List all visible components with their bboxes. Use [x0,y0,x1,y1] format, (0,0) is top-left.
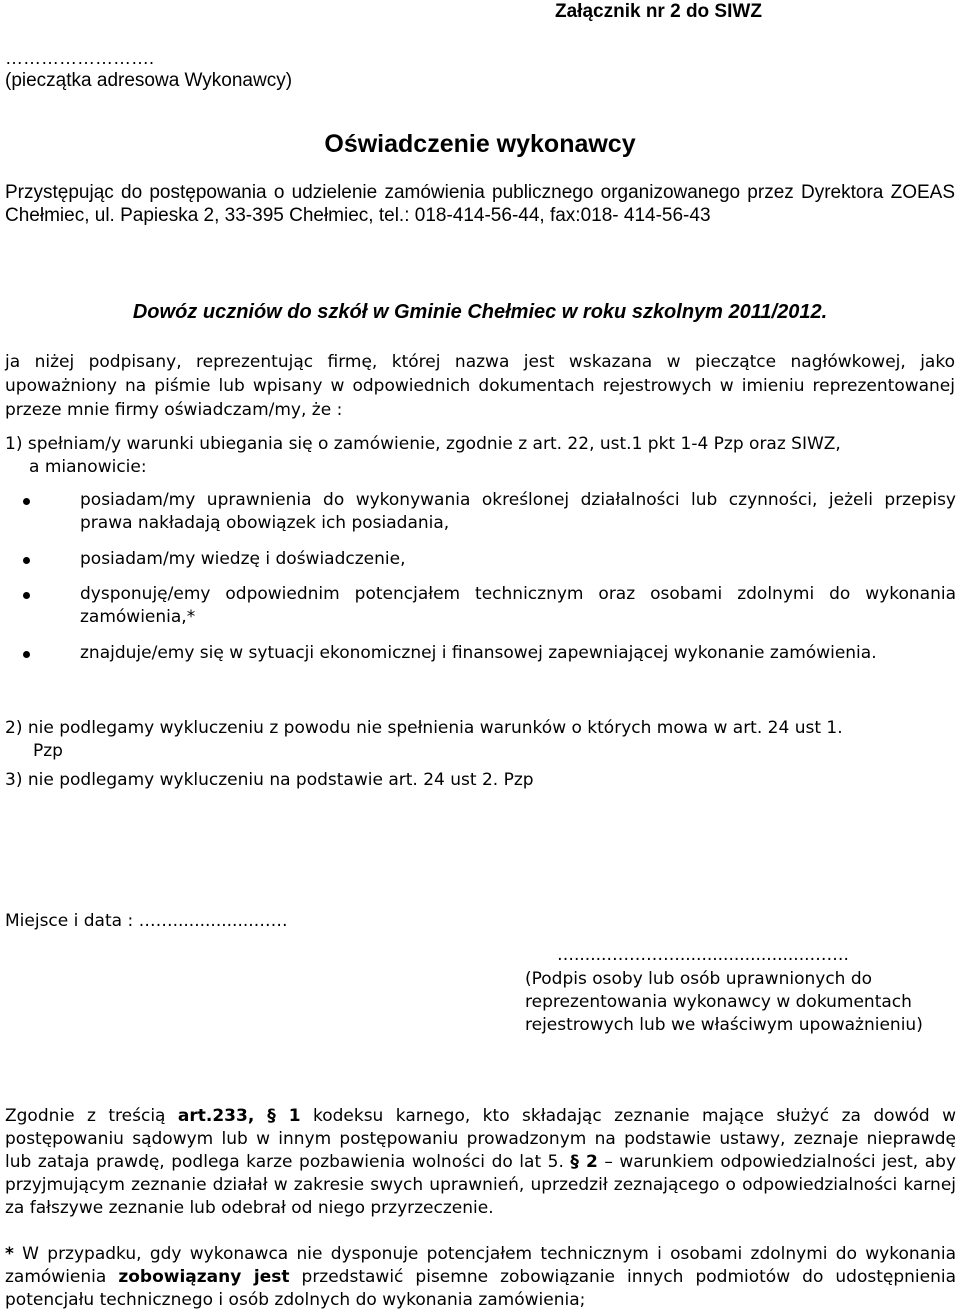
condition-2 [5,717,955,763]
footnote-part2: przedstawić pisemne zobowiązanie innych podmiotów do udostępnienia potencjału technicznego i osób zdolnych do wykonania zamówienia; [5,1267,956,1310]
legal-note-part3: – warunkiem odpowiedzialności jest, aby przyjmującym zeznanie działał w zakresie swych uprawnień, uprzedził zeznającego o odpowiedzialności karnej za fałszywe zeznanie lub odebrał od niego przyrzeczenie. [5,1152,956,1218]
stamp-label: (pieczątka adresowa Wykonawcy) [5,70,293,91]
list-item: znajduje/emy się w sytuacji ekonomicznej i finansowej zapewniającej wykonanie zamówienia. [80,642,956,665]
legal-note-article: art.233, § 1 [177,1106,301,1126]
document-title: Oświadczenie wykonawcy [324,130,636,158]
footnote-part1: W przypadku, gdy wykonawca nie dysponuje potencjałem technicznym i osobami zdolnymi do wykonania zamówienia [5,1244,956,1287]
legal-note-part1: Zgodnie z treścią [5,1106,178,1126]
place-date-field: Miejsce i data : ……...............…… [5,911,288,931]
list-item: posiadam/my wiedzę i doświadczenie, [80,548,956,571]
intro-paragraph: Przystępując do postępowania o udzielenie zamówienia publicznego organizowanego przez Dyrektora ZOEAS Chełmiec, ul. Papieska 2, 33-395 Chełmiec, tel.: 018-414-56-44, fax:018- 414-56-43 [5,182,955,226]
stamp-placeholder-dots: ……………………. [5,48,155,68]
bullet-icon [23,651,30,658]
condition-1-line2: a mianowicie: [29,457,147,477]
condition-3: 3) nie podlegamy wykluczeniu na podstawie art. 24 ust 2. Pzp [5,770,534,790]
declaration-paragraph: ja niżej podpisany, reprezentując firmę, której nazwa jest wskazana w pieczątce nagłówkowej, jako upoważniony na piśmie lub wpisany w odpowiednich dokumentach rejestrowych w imieniu reprezentowanej przeze mnie firmy oświadczam/my, że : [5,352,955,420]
legal-note [5,1105,956,1220]
legal-note-part2: kodeksu karnego, kto składając zeznanie mające służyć za dowód w postępowaniu sądowym lub w innym postępowaniu prowadzonym na podstawie ustawy, zeznaje nieprawdę lub zataja prawdę, podlega karze pozbawienia wolności do lat 5. [5,1106,956,1172]
list-item: dysponuję/emy odpowiednim potencjałem technicznym oraz osobami zdolnymi do wykonania zamówienia,* [80,583,956,629]
bullet-icon [23,557,30,564]
list-item: posiadam/my uprawnienia do wykonywania określonej działalności lub czynności, jeżeli przepisy prawa nakładają obowiązek ich posiadania, [80,489,956,535]
legal-note-paragraph-2: § 2 [570,1152,598,1172]
procurement-subject: Dowóz uczniów do szkół w Gminie Chełmiec w roku szkolnym 2011/2012. [132,301,828,323]
condition-2-line1: 2) nie podlegamy wykluczeniu z powodu nie spełnienia warunków o których mowa w art. 24 ust 1. [5,718,843,738]
footnote-bold: zobowiązany jest [118,1267,290,1287]
bullet-icon [23,498,30,505]
condition-2-line2: Pzp [33,741,63,761]
footnote-star: * [5,1244,14,1264]
signature-label: (Podpis osoby lub osób uprawnionych do reprezentowania wykonawcy w dokumentach rejestrowych lub we właściwym upoważnieniu) [525,969,923,1035]
condition-1-line1: 1) spełniam/y warunki ubiegania się o zamówienie, zgodnie z art. 22, ust.1 pkt 1-4 Pzp oraz SIWZ, [5,434,841,454]
condition-1 [5,433,955,479]
signature-dots: …......………….........................……. [557,945,849,965]
footnote [5,1243,956,1312]
bullet-icon [23,592,30,599]
annex-label: Załącznik nr 2 do SIWZ [555,1,762,22]
